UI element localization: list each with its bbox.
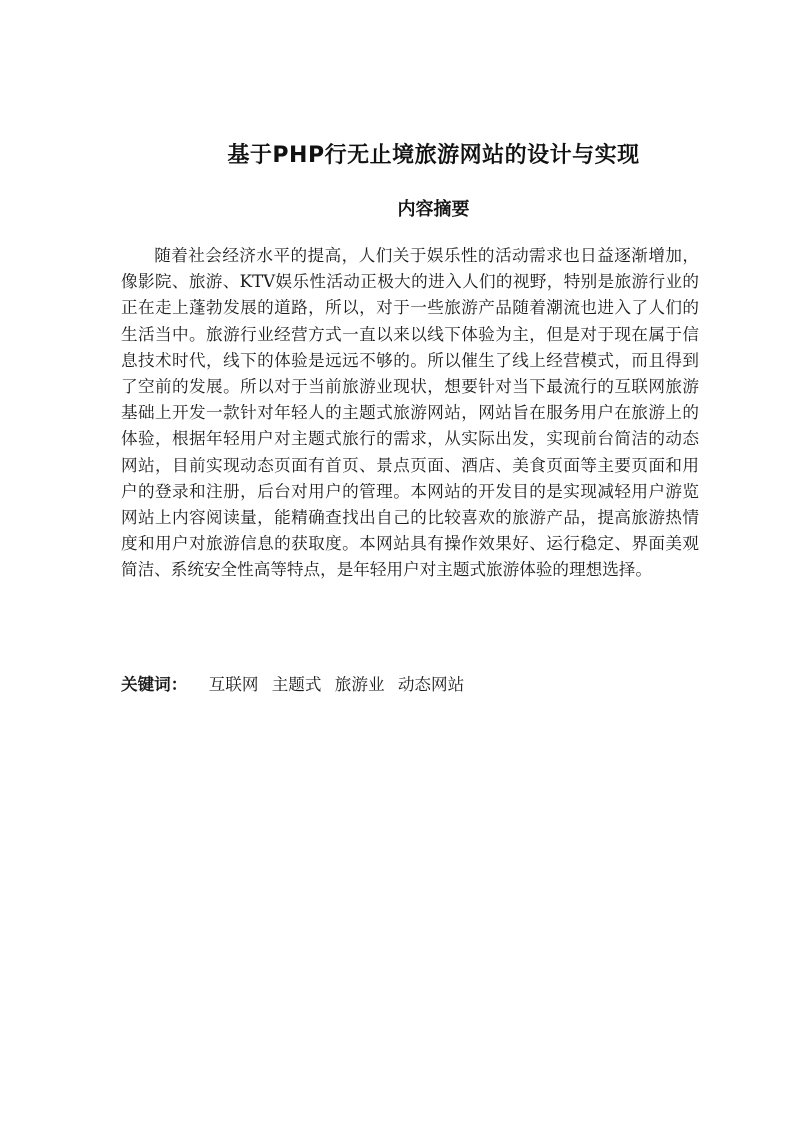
abstract-paragraph: 随着社会经济水平的提高，人们关于娱乐性的活动需求也日益逐渐增加，像影院、旅游、KTV娱乐性活动正极大的进入人们的视野，特别是旅游行业的正在走上蓬勃发展的道路，所以，对于一些旅游产品随着潮流也进入了人们的生活当中。旅游行业经营方式一直以来以线下体验为主，但是对于现在属于信息技术时代，线下的体验是远远不够的。所以催生了线上经营模式，而且得到了空前的发展。所以对于当前旅游业现状，想要针对当下最流行的互联网旅游基础上开发一款针对年轻人的主题式旅游网站，网站旨在服务用户在旅游上的体验，根据年轻用户对主题式旅行的需求，从实际出发，实现前台简洁的动态网站，目前实现动态页面有首页、景点页面、酒店、美食页面等主要页面和用户的登录和注册，后台对用户的管理。本网站的开发目的是实现减轻用户游览网站上内容阅读量，能精确查找出自己的比较喜欢的旅游产品，提高旅游热情度和用户对旅游信息的获取度。本网站具有操作效果好、运行稳定、界面美观简洁、系统安全性高等特点，是年轻用户对主题式旅游体验的理想选择。 — [121, 246, 699, 580]
abstract-heading: 内容摘要 — [397, 199, 470, 220]
keywords-label: 关键词： — [121, 675, 188, 694]
keywords-line — [121, 672, 699, 698]
document-title: 基于PHP行无止境旅游网站的设计与实现 — [227, 143, 640, 168]
keyword-item: 互联网 — [208, 675, 259, 694]
keyword-item: 旅游业 — [334, 675, 385, 694]
keyword-item: 动态网站 — [397, 675, 465, 694]
keyword-item: 主题式 — [271, 675, 322, 694]
